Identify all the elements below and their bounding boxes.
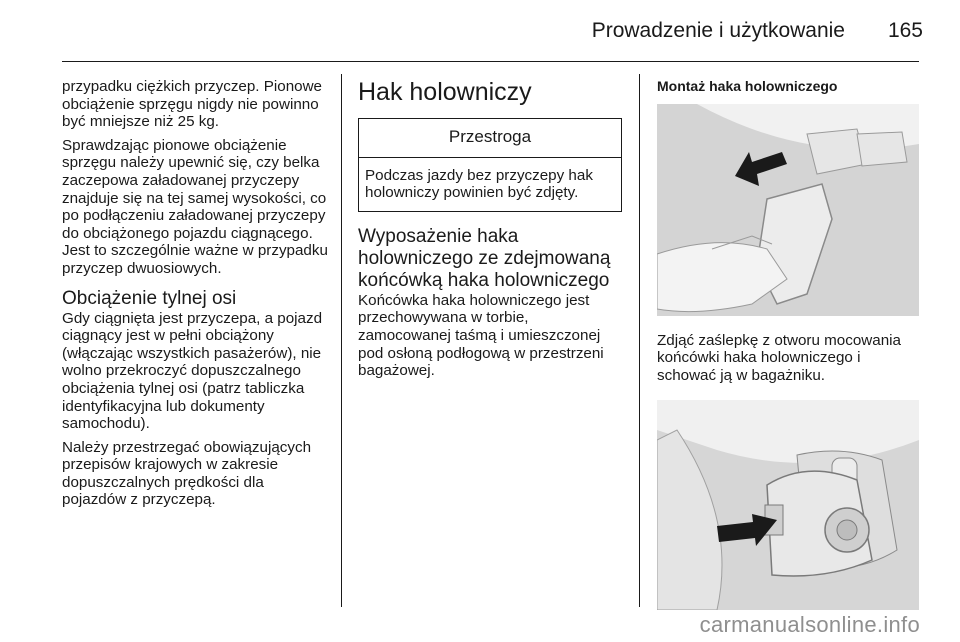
paragraph: Gdy ciągnięta jest przyczepa, a pojazd ciągnący jest w pełni obciążony (włączając wszystkich pasażerów), nie wolno przekroczyć dopuszczalnego obciążenia tylnej osi (patrz tabliczka identyfikacyjna lub dokumenty samochodu). — [62, 309, 323, 433]
column-divider-2 — [639, 74, 640, 607]
paragraph: Sprawdzając pionowe obciążenie sprzęgu należy upewnić się, czy belka zaczepowa załadowanej przyczepy znajduje się na tej samej wysokości, co po podłączeniu załadowanej przyczepy do obciążonego pojazdu ciągnącego. Jest to szczególnie ważne w przypadku przyczep dwuosiowych. — [62, 136, 328, 277]
figure-remove-cap — [657, 104, 919, 316]
figure-caption: Zdjąć zaślepkę z otworu mocowania końcówki haka holowniczego i schować ją w bagażniku. — [657, 331, 901, 384]
caution-text: Podczas jazdy bez przyczepy hak holowniczy powinien być zdjęty. — [365, 166, 593, 202]
watermark: carmanualsonline.info — [699, 612, 920, 637]
column-2 — [358, 78, 622, 386]
figure-heading: Montaż haka holowniczego — [657, 78, 838, 94]
header-rule — [62, 61, 919, 62]
paragraph: Końcówka haka holowniczego jest przechowywana w torbie, zamocowanej taśmą i umieszczonej pod osłoną podłogową w przestrzeni bagażowej. — [358, 291, 604, 380]
section-title: Hak holowniczy — [358, 78, 532, 106]
column-divider-1 — [341, 74, 342, 607]
column-1 — [62, 78, 330, 515]
caution-title: Przestroga — [359, 119, 621, 158]
section-heading: Obciążenie tylnej osi — [62, 287, 237, 309]
subsection-heading: Wyposażenie haka holowniczego ze zdejmowaną końcówką haka holowniczego — [358, 225, 611, 291]
figure-tow-hook-socket — [657, 400, 919, 610]
paragraph: przypadku ciężkich przyczep. Pionowe obciążenie sprzęgu nigdy nie powinno być mniejsze niż 25 kg. — [62, 78, 322, 131]
column-3 — [657, 78, 919, 610]
caution-box — [358, 118, 622, 212]
paragraph: Należy przestrzegać obowiązujących przepisów krajowych w zakresie dopuszczalnych prędkości dla pojazdów z przyczepą. — [62, 438, 312, 509]
running-header-title: Prowadzenie i użytkowanie — [591, 19, 845, 42]
page-number: 165 — [887, 19, 923, 42]
